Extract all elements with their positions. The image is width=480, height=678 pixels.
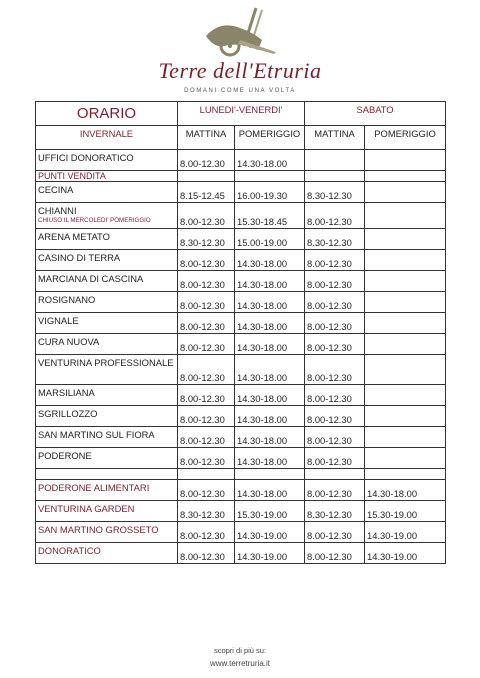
saturday-afternoon-time	[365, 313, 446, 334]
weekday-afternoon-time: 15.30-19.00	[235, 501, 305, 522]
tagline: DOMANI COME UNA VOLTA	[184, 88, 296, 94]
store-name: MARCIANA DI CASCINA	[36, 271, 178, 292]
store-name: VIGNALE	[36, 313, 178, 334]
header-row-2	[36, 126, 446, 150]
store-name-text: CHIANNI	[38, 205, 77, 216]
weekday-morning-time: 8.00-12.30	[178, 522, 235, 543]
saturday-morning-time: 8.30-12.30	[305, 501, 365, 522]
store-name: SGRILLOZZO	[36, 406, 178, 427]
weekday-afternoon-time: 14.30-18.00	[235, 448, 305, 469]
saturday-afternoon-time: 15.30-19.00	[365, 501, 446, 522]
saturday-afternoon-time	[365, 271, 446, 292]
store-name: VENTURINA PROFESSIONALE	[36, 355, 178, 385]
season-label: INVERNALE	[36, 126, 178, 150]
schedule-table	[35, 101, 446, 564]
weekday-afternoon-time: 15.00-19.00	[235, 229, 305, 250]
saturday-afternoon-time	[365, 182, 446, 203]
saturday-morning-time: 8.30-12.30	[305, 182, 365, 203]
saturday-header: SABATO	[305, 102, 446, 126]
saturday-morning-time: 8.00-12.30	[305, 355, 365, 385]
empty-cell	[235, 171, 305, 182]
weekday-morning-time: 8.00-12.30	[178, 406, 235, 427]
table-row	[36, 480, 446, 501]
saturday-morning-time: 8.00-12.30	[305, 448, 365, 469]
header-row-1	[36, 102, 446, 126]
saturday-afternoon-time	[365, 250, 446, 271]
saturday-afternoon-time: 14.30-19.00	[365, 522, 446, 543]
weekday-afternoon-time: 14.30-18.00	[235, 250, 305, 271]
weekday-afternoon-time: 14.30-18.00	[235, 150, 305, 171]
weekday-afternoon-time: 14.30-18.00	[235, 334, 305, 355]
table-row	[36, 292, 446, 313]
table-row	[36, 522, 446, 543]
store-name: SAN MARTINO SUL FIORA	[36, 427, 178, 448]
store-name: PODERONE ALIMENTARI	[36, 480, 178, 501]
saturday-afternoon-time	[365, 385, 446, 406]
empty-cell	[365, 171, 446, 182]
store-name: CECINA	[36, 182, 178, 203]
table-row	[36, 229, 446, 250]
weekday-afternoon-time: 14.30-19.00	[235, 522, 305, 543]
empty-cell	[178, 469, 235, 480]
table-row	[36, 334, 446, 355]
weekday-morning-header: MATTINA	[178, 126, 235, 150]
section-row	[36, 171, 446, 182]
empty-cell	[305, 171, 365, 182]
weekday-afternoon-time: 15.30-18.45	[235, 203, 305, 229]
saturday-morning-time: 8.00-12.30	[305, 250, 365, 271]
weekday-morning-time: 8.00-12.30	[178, 313, 235, 334]
weekday-morning-time: 8.00-12.30	[178, 150, 235, 171]
saturday-morning-time: 8.30-12.30	[305, 229, 365, 250]
saturday-morning-time: 8.00-12.30	[305, 427, 365, 448]
saturday-morning-header: MATTINA	[305, 126, 365, 150]
saturday-afternoon-time	[365, 427, 446, 448]
cart-logo-icon	[200, 6, 282, 62]
footer-website-link[interactable]: www.terretruria.it	[209, 659, 270, 668]
weekday-morning-time: 8.00-12.30	[178, 203, 235, 229]
spacer-row	[36, 469, 446, 480]
saturday-afternoon-time	[365, 150, 446, 171]
weekday-morning-time: 8.30-12.30	[178, 501, 235, 522]
weekday-morning-time: 8.00-12.30	[178, 334, 235, 355]
table-row	[36, 448, 446, 469]
empty-cell	[305, 469, 365, 480]
footer-caption: scopri di più su:	[213, 646, 267, 655]
table-row	[36, 406, 446, 427]
table-row	[36, 313, 446, 334]
weekday-morning-time: 8.00-12.30	[178, 250, 235, 271]
table-row	[36, 543, 446, 564]
store-name: VENTURINA GARDEN	[36, 501, 178, 522]
table-row	[36, 250, 446, 271]
store-name: CASINO DI TERRA	[36, 250, 178, 271]
weekday-afternoon-time: 14.30-18.00	[235, 271, 305, 292]
saturday-afternoon-time	[365, 292, 446, 313]
weekday-morning-time: 8.00-12.30	[178, 543, 235, 564]
store-name: MARSILIANA	[36, 385, 178, 406]
empty-cell	[178, 171, 235, 182]
weekday-afternoon-time: 14.30-18.00	[235, 406, 305, 427]
weekday-morning-time: 8.00-12.30	[178, 292, 235, 313]
weekday-morning-time: 8.00-12.30	[178, 480, 235, 501]
saturday-afternoon-time	[365, 203, 446, 229]
store-name: CURA NUOVA	[36, 334, 178, 355]
weekday-morning-time: 8.00-12.30	[178, 385, 235, 406]
weekday-afternoon-time: 14.30-18.00	[235, 480, 305, 501]
logo	[0, 0, 480, 100]
table-row	[36, 355, 446, 385]
table-title: ORARIO	[36, 102, 178, 126]
weekday-morning-time: 8.00-12.30	[178, 271, 235, 292]
empty-cell	[36, 469, 178, 480]
weekday-afternoon-time: 14.30-18.00	[235, 427, 305, 448]
saturday-morning-time: 8.00-12.30	[305, 271, 365, 292]
saturday-morning-time: 8.00-12.30	[305, 203, 365, 229]
store-name: UFFICI DONORATICO	[36, 150, 178, 171]
weekday-afternoon-time: 14.30-18.00	[235, 385, 305, 406]
store-name	[36, 203, 178, 229]
table-row	[36, 203, 446, 229]
saturday-afternoon-time	[365, 448, 446, 469]
table-row	[36, 385, 446, 406]
empty-cell	[365, 469, 446, 480]
brand-name: Terre dell'Etruria	[158, 58, 322, 83]
weekday-afternoon-time: 16.00-19.30	[235, 182, 305, 203]
store-name: SAN MARTINO GROSSETO	[36, 522, 178, 543]
weekday-morning-time: 8.00-12.30	[178, 427, 235, 448]
store-note: CHIUSO IL MERCOLEDI' POMERIGGIO	[38, 217, 151, 224]
saturday-morning-time: 8.00-12.30	[305, 522, 365, 543]
table-row	[36, 427, 446, 448]
table-row	[36, 501, 446, 522]
saturday-morning-time: 8.00-12.30	[305, 385, 365, 406]
saturday-morning-time	[305, 150, 365, 171]
saturday-afternoon-time: 14.30-19.00	[365, 543, 446, 564]
saturday-afternoon-time	[365, 406, 446, 427]
saturday-afternoon-time	[365, 334, 446, 355]
weekday-afternoon-header: POMERIGGIO	[235, 126, 305, 150]
saturday-morning-time: 8.00-12.30	[305, 406, 365, 427]
store-name: ROSIGNANO	[36, 292, 178, 313]
saturday-afternoon-header: POMERIGGIO	[365, 126, 446, 150]
weekday-morning-time: 8.15-12.45	[178, 182, 235, 203]
weekday-afternoon-time: 14.30-18.00	[235, 313, 305, 334]
schedule-body	[36, 102, 446, 564]
saturday-morning-time: 8.00-12.30	[305, 480, 365, 501]
table-row	[36, 271, 446, 292]
section-label: PUNTI VENDITA	[36, 171, 178, 182]
saturday-afternoon-time	[365, 229, 446, 250]
saturday-morning-time: 8.00-12.30	[305, 313, 365, 334]
saturday-morning-time: 8.00-12.30	[305, 543, 365, 564]
weekday-morning-time: 8.00-12.30	[178, 448, 235, 469]
saturday-morning-time: 8.00-12.30	[305, 334, 365, 355]
table-row	[36, 150, 446, 171]
weekdays-header: LUNEDI'-VENERDI'	[178, 102, 305, 126]
weekday-afternoon-time: 14.30-18.00	[235, 292, 305, 313]
store-name: DONORATICO	[36, 543, 178, 564]
weekday-morning-time: 8.00-12.30	[178, 355, 235, 385]
weekday-afternoon-time: 14.30-19.00	[235, 543, 305, 564]
table-row	[36, 182, 446, 203]
saturday-afternoon-time: 14.30-18.00	[365, 480, 446, 501]
weekday-morning-time: 8.30-12.30	[178, 229, 235, 250]
empty-cell	[235, 469, 305, 480]
saturday-morning-time: 8.00-12.30	[305, 292, 365, 313]
weekday-afternoon-time: 14.30-18.00	[235, 355, 305, 385]
saturday-afternoon-time	[365, 355, 446, 385]
store-name: PODERONE	[36, 448, 178, 469]
store-name: ARENA METATO	[36, 229, 178, 250]
